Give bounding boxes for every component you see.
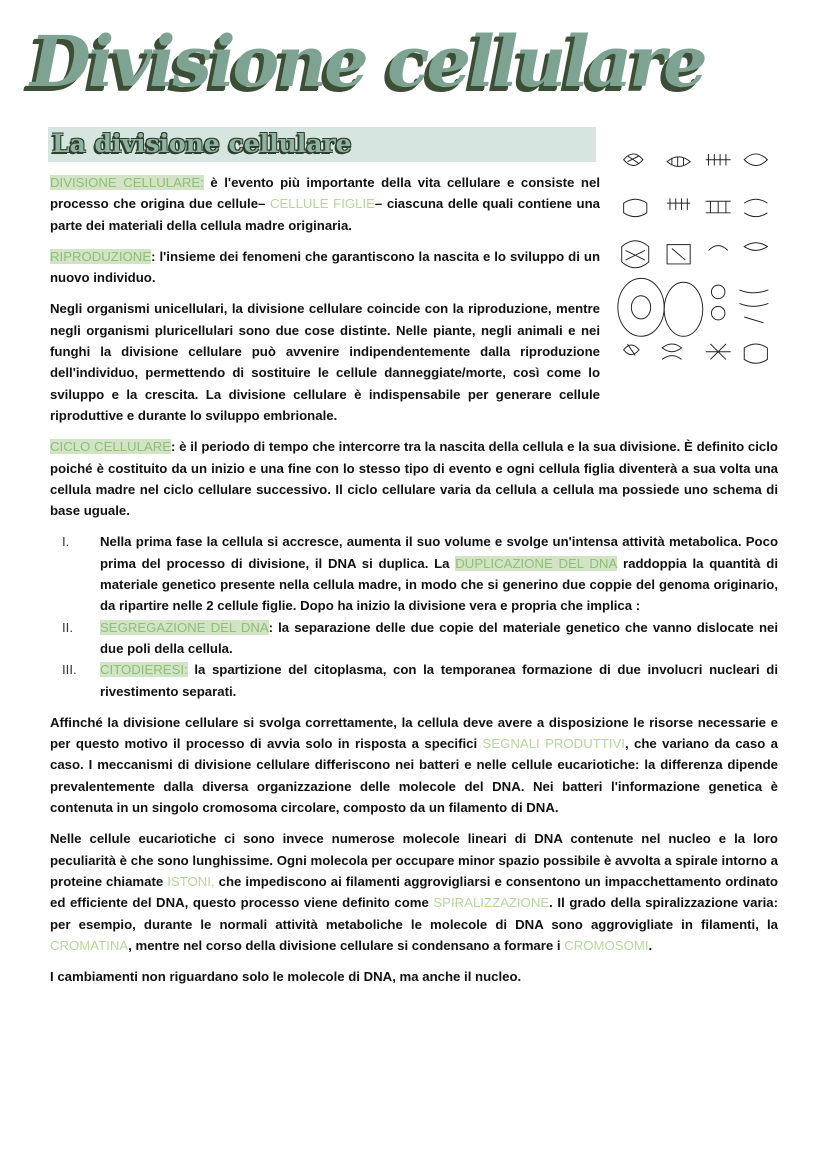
list-item xyxy=(50,617,778,660)
text: . xyxy=(648,937,653,953)
highlight-term: CICLO CELLULARE xyxy=(50,439,172,455)
keyword: ISTONI, xyxy=(167,873,215,889)
text: : è il periodo di tempo che intercorre tra la nascita della cellula e la sua divisione. È definito ciclo poiché è costituito da un inizio e una fine con lo stesso tipo di evento e ogni cellula figlia diventerà a sua volta una cellula madre nel ciclo cellulare successivo. Il ciclo cellulare varia da cellula a cellula ma possiede uno schema di base uguale. xyxy=(50,439,778,519)
text: . Il grado della spiralizzazione varia: per esempio, durante le normali attività metaboliche le molecole di DNA sono aggrovigliate in filamenti, la xyxy=(50,895,778,932)
list-number: I. xyxy=(62,534,70,550)
section-title: La divisione cellulare xyxy=(52,129,352,158)
keyword: SEGNALI PRODUTTIVI xyxy=(482,736,625,752)
text: Nella prima fase la cellula si accresce, aumenta il suo volume e svolge un'intensa attività metabolica. Poco prima del processo di divisione, il DNA si duplica. La xyxy=(100,534,778,571)
text: Nelle cellule eucariotiche ci sono invece numerose molecole lineari di DNA contenute nel nucleo e la loro peculiarità è che sono lunghissime. Ogni molecola per occupare minor spazio possibile è avvolta a spirale intorno a proteine chiamate xyxy=(50,831,778,889)
paragraph-segnali xyxy=(50,712,778,818)
keyword: CROMOSOMI xyxy=(564,937,649,953)
highlight-term: DIVISIONE CELLULARE: xyxy=(50,175,204,190)
paragraph-nucleo: I cambiamenti non riguardano solo le molecole di DNA, ma anche il nucleo. xyxy=(50,969,522,985)
document-body xyxy=(50,172,778,997)
text: : la separazione delle due copie del materiale genetico che vanno dislocate nei due poli della cellula. xyxy=(100,619,779,656)
text: Affinché la divisione cellulare si svolga correttamente, la cellula deve avere a disposizione le risorse necessarie e per questo motivo il processo di avvia solo in risposta a specifici xyxy=(50,714,778,752)
highlight-term: RIPRODUZIONE xyxy=(50,248,152,264)
paragraph-eucariotiche xyxy=(50,828,778,956)
text: raddoppia la quantità di materiale genetico presente nella cellula madre, in modo che si generino due coppie del genoma originario, da ripartire nelle 2 cellule figlie. Dopo ha inizio la divisione vera e propria che implica : xyxy=(100,555,778,614)
mitosis-phases-illustration-icon xyxy=(614,136,778,388)
text: , mentre nel corso della divisione cellulare si condensano a formare i xyxy=(128,937,565,953)
text: – ciascuna delle quali contiene una parte dei materiali della cellula madre originaria. xyxy=(50,196,600,233)
list-item xyxy=(50,531,778,616)
text: è l'evento più importante della vita cellulare e consiste nel processo che origina due cellule– xyxy=(50,175,600,212)
list-item xyxy=(50,659,778,702)
keyword: CROMATINA xyxy=(50,937,129,953)
keyword: CELLULE FIGLIE xyxy=(269,196,375,212)
definition-ciclo-cellulare xyxy=(50,436,778,521)
text: la spartizione del citoplasma, con la temporanea formazione di due involucri nucleari di rivestimento separati. xyxy=(100,662,778,699)
highlight-term: DUPLICAZIONE DEL DNA xyxy=(455,555,618,571)
section-header xyxy=(48,127,596,162)
paragraph-organismi: Negli organismi unicellulari, la divisione cellulare coincide con la riproduzione, mentre negli organismi pluricellulari sono due cose distinte. Nelle piante, negli animali e nei funghi la divisione cellulare può avvenire indipendentemente dalla riproduzione dell'individuo, permettendo di sostituire le cellule danneggiate/morte, così come lo sviluppo e la crescita. La divisione cellulare è indispensabile per generare cellule riproduttive e durante lo sviluppo embrionale. xyxy=(50,301,600,423)
list-number: III. xyxy=(62,662,77,678)
phase-list xyxy=(50,531,778,701)
highlight-term: SEGREGAZIONE DEL DNA xyxy=(100,619,269,635)
text: che impediscono ai filamenti aggrovigliarsi e consentono un impacchettamento ordinato ed efficiente del DNA, questo processo viene definito come xyxy=(50,873,778,911)
page-title: Divisione cellulare xyxy=(30,20,705,103)
highlight-term: CITODIERESI: xyxy=(100,662,188,678)
keyword: SPIRALIZZAZIONE xyxy=(433,895,550,911)
text: , che variano da caso a caso. I meccanismi di divisione cellulare differiscono nei batteri e nelle cellule eucariotiche: la differenza dipende prevalentemente dalla diversa organizzazione delle molecole del DNA. Nei batteri l'informazione genetica è contenuta in un singolo cromosoma circolare, composto da un filamento di DNA. xyxy=(50,736,778,816)
list-number: II. xyxy=(62,619,73,635)
text: : l'insieme dei fenomeni che garantiscono la nascita e lo sviluppo di un nuovo individuo. xyxy=(50,248,600,286)
